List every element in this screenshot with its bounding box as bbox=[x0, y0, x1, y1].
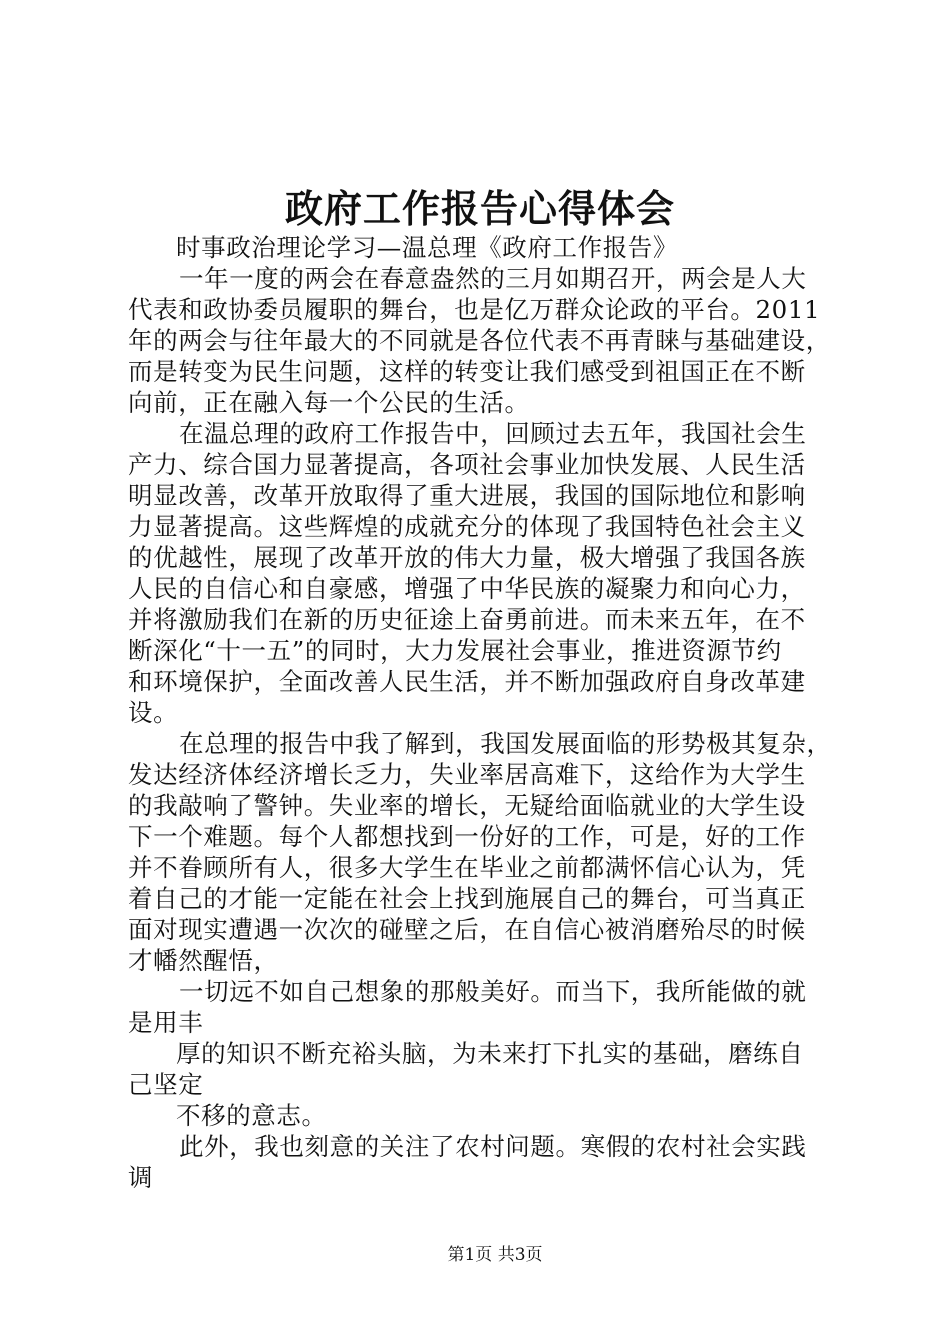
paragraph-line: 才幡然醒悟， bbox=[128, 946, 279, 975]
paragraph-line: 并不眷顾所有人，很多大学生在毕业之前都满怀信心认为，凭 bbox=[128, 853, 806, 882]
subtitle-line: 时事政治理论学习—温总理《政府工作报告》 bbox=[176, 233, 678, 262]
paragraph-line: 在总理的报告中我了解到，我国发展面临的形势极其复杂， bbox=[179, 729, 832, 758]
paragraph-line: 的我敲响了警钟。失业率的增长，无疑给面临就业的大学生设 bbox=[128, 791, 806, 820]
paragraph-line: 而是转变为民生问题，这样的转变让我们感受到祖国正在不断 bbox=[128, 357, 806, 386]
paragraph-line: 断深化“十一五”的同时，大力发展社会事业，推进资源节约 bbox=[128, 636, 782, 665]
paragraph-line: 年的两会与往年最大的不同就是各位代表不再青睐与基础建设， bbox=[128, 326, 831, 355]
paragraph-line: 明显改善，改革开放取得了重大进展，我国的国际地位和影响 bbox=[128, 481, 806, 510]
paragraph-line: 代表和政协委员履职的舞台，也是亿万群众论政的平台。2011 bbox=[128, 295, 821, 324]
paragraph-line: 不移的意志。 bbox=[176, 1101, 327, 1130]
paragraph-line: 的优越性，展现了改革开放的伟大力量，极大增强了我国各族 bbox=[128, 543, 806, 572]
document-title: 政府工作报告心得体会 bbox=[284, 186, 675, 231]
document-body bbox=[128, 232, 848, 1193]
paragraph-line: 并将激励我们在新的历史征途上奋勇前进。而未来五年，在不 bbox=[128, 605, 806, 634]
paragraph-line: 一切远不如自己想象的那般美好。而当下，我所能做的就 bbox=[179, 977, 807, 1006]
paragraph-line: 和环境保护，全面改善人民生活，并不断加强政府自身改革建 bbox=[128, 667, 806, 696]
paragraph-line: 发达经济体经济增长乏力，失业率居高难下，这给作为大学生 bbox=[128, 760, 806, 789]
paragraph-line: 厚的知识不断充裕头脑，为未来打下扎实的基础，磨练自 bbox=[176, 1039, 804, 1068]
paragraph-line: 下一个难题。每个人都想找到一份好的工作，可是，好的工作 bbox=[128, 822, 806, 851]
paragraph-line: 一年一度的两会在春意盎然的三月如期召开，两会是人大 bbox=[179, 264, 807, 293]
page-footer: 第1页 共3页 bbox=[447, 1245, 543, 1265]
paragraph-line: 着自己的才能一定能在社会上找到施展自己的舞台，可当真正 bbox=[128, 884, 806, 913]
paragraph-line: 人民的自信心和自豪感，增强了中华民族的凝聚力和向心力， bbox=[128, 574, 806, 603]
paragraph-line: 面对现实遭遇一次次的碰壁之后，在自信心被消磨殆尽的时候 bbox=[128, 915, 806, 944]
paragraph-line: 产力、综合国力显著提高，各项社会事业加快发展、人民生活 bbox=[128, 450, 806, 479]
paragraph-line: 向前，正在融入每一个公民的生活。 bbox=[128, 388, 530, 417]
paragraph-line: 设。 bbox=[128, 698, 179, 727]
paragraph-line: 己坚定 bbox=[128, 1070, 204, 1099]
paragraph-line: 此外，我也刻意的关注了农村问题。寒假的农村社会实践 bbox=[179, 1132, 807, 1161]
paragraph-line: 调 bbox=[128, 1163, 154, 1192]
paragraph-line: 力显著提高。这些辉煌的成就充分的体现了我国特色社会主义 bbox=[128, 512, 806, 541]
paragraph-line: 是用丰 bbox=[128, 1008, 204, 1037]
paragraph-line: 在温总理的政府工作报告中，回顾过去五年，我国社会生 bbox=[179, 419, 807, 448]
